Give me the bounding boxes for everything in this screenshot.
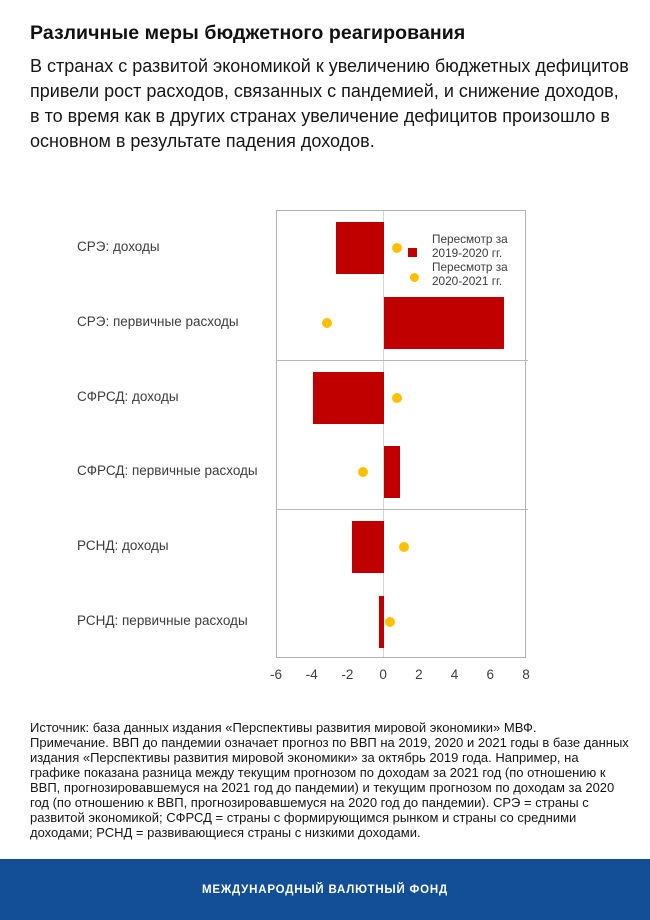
legend-entry-line: 2020-2021 гг. [432,273,503,288]
panel-divider [276,509,528,510]
x-tick-label: 6 [486,667,495,682]
x-tick-label: 0 [379,667,387,682]
revision-dot-2020-2021 [322,318,332,328]
imf-footer-label: МЕЖДУНАРОДНЫЙ ВАЛЮТНЫЙ ФОНД [202,883,448,896]
revision-bar-2019-2020 [384,297,504,349]
page-title: Различные меры бюджетного реагирования [30,22,466,44]
category-label: СРЭ: доходы [77,239,160,255]
x-tick-label: -2 [341,667,354,682]
x-tick-label: -4 [305,667,318,682]
x-tick-label: 4 [450,667,459,682]
methodology-note: Примечание. ВВП до пандемии означает прогноз по ВВП на 2019, 2020 и 2021 годы в базе данных издания «Перспективы развития мировой экономики» за октябрь 2019 года. Например, на графике показана разница между текущим прогнозом по доходам за 2021 год (по отношению к ВВП, прогнозировавшемуся на 2021 год до пандемии) и текущим прогнозом по доходам за 2020 год (по отношению к ВВП, прогнозировавшемуся на 2020 год до пандемии). СРЭ = страны с развитой экономикой; СФРСД = страны с формирующимся рынком и страны со средними доходами; РСНД = развивающиеся страны с низкими доходами. [30,735,629,840]
legend-entry-line: 2019-2020 гг. [432,245,503,260]
category-label: СФРСД: доходы [77,388,179,404]
legend-entry-line: Пересмотр за [432,260,508,274]
revision-dot-2020-2021 [399,542,409,552]
footnote-block [30,720,630,840]
panel-divider [276,360,528,361]
revision-dot-2020-2021 [392,393,402,403]
legend-entry-label [432,233,508,261]
category-label: СФРСД: первичные расходы [77,463,258,479]
revision-dot-2020-2021 [358,467,368,477]
x-tick-label: 8 [522,667,530,682]
revision-bar-2019-2020 [384,446,400,498]
legend-square-marker [408,248,417,257]
zero-gridline [383,211,384,657]
legend-entry-label [432,261,508,289]
revision-bar-2019-2020 [379,596,384,648]
imf-footer-band [0,859,650,920]
legend-entry-line: Пересмотр за [432,232,508,246]
revision-dot-2020-2021 [385,617,395,627]
category-label: РСНД: первичные расходы [77,612,248,628]
revision-dot-2020-2021 [392,243,402,253]
chart-subtitle: В странах с развитой экономикой к увеличению бюджетных дефицитов привели рост расходов, связанных с пандемией, и снижение доходов, в то время как в других странах увеличение дефицитов произошло в основном в результате падения доходов. [30,56,629,151]
x-tick-label: -6 [269,667,283,682]
legend-circle-marker [410,273,419,282]
x-tick-label: 2 [415,667,423,682]
category-label: РСНД: доходы [77,538,169,553]
revision-bar-2019-2020 [313,372,384,424]
category-label: СРЭ: первичные расходы [77,314,239,329]
revision-bar-2019-2020 [352,521,384,573]
source-note: Источник: база данных издания «Перспективы развития мировой экономики» МВФ. [30,720,537,735]
revision-bar-2019-2020 [336,222,384,274]
